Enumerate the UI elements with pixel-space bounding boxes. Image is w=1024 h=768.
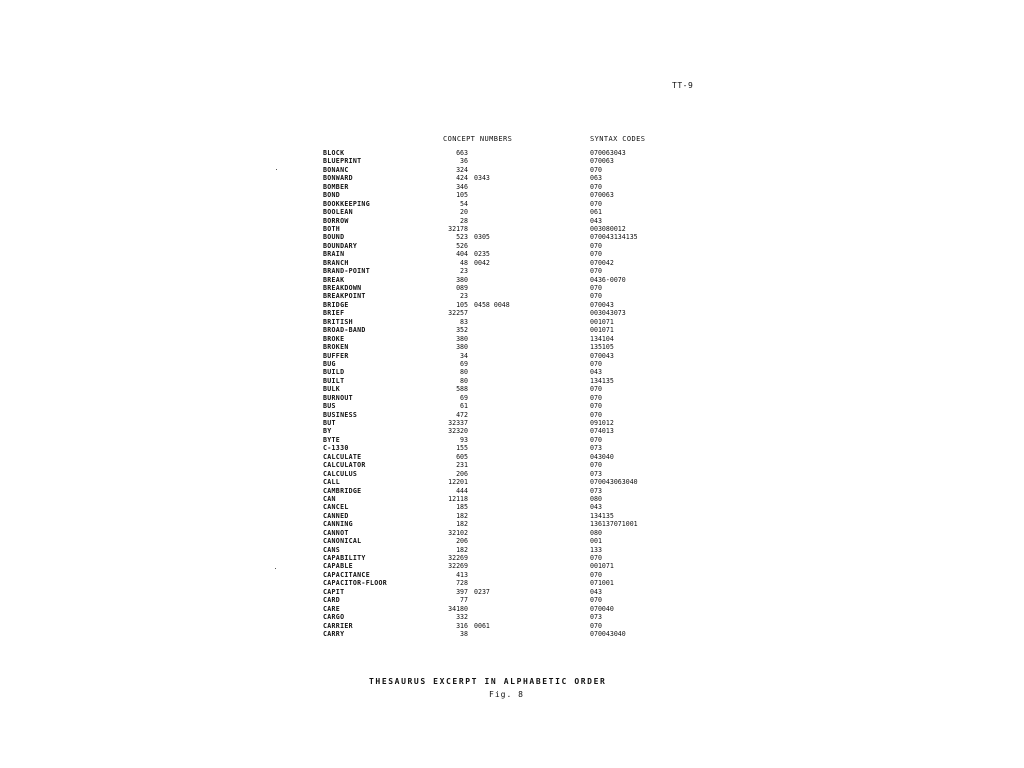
syntax-code: 071001 — [590, 579, 614, 588]
concept-number: 28 — [460, 216, 468, 225]
thesaurus-word: BUT — [323, 419, 336, 427]
concept-number: 231 — [456, 461, 468, 470]
table-row — [0, 571, 1024, 579]
table-row — [0, 554, 1024, 562]
thesaurus-word: BRANCH — [323, 258, 349, 267]
table-row — [0, 427, 1024, 435]
syntax-code: 134135 — [590, 511, 614, 520]
thesaurus-word: CANNED — [323, 511, 349, 520]
concept-number: 34 — [460, 351, 468, 360]
table-row — [0, 276, 1024, 284]
secondary-concept-number: 0061 — [474, 621, 490, 630]
thesaurus-word: CALCULUS — [323, 469, 358, 478]
syntax-code: 070042 — [590, 258, 614, 267]
table-row — [0, 326, 1024, 334]
thesaurus-word: CARRY — [323, 629, 345, 638]
table-row — [0, 191, 1024, 199]
syntax-code: 003080012 — [590, 224, 626, 233]
table-row — [0, 242, 1024, 250]
table-row — [0, 284, 1024, 292]
syntax-code: 070 — [590, 284, 602, 292]
syntax-code: 001071 — [590, 317, 614, 326]
concept-number: 48 — [460, 258, 468, 267]
syntax-code: 134135 — [590, 376, 614, 385]
table-row — [0, 436, 1024, 444]
table-row — [0, 166, 1024, 174]
table-row — [0, 487, 1024, 495]
syntax-code: 070 — [590, 385, 602, 394]
thesaurus-word: BOUNDARY — [323, 241, 358, 250]
table-row — [0, 622, 1024, 630]
concept-number: 105 — [456, 191, 468, 200]
table-row — [0, 292, 1024, 300]
concept-number: 588 — [456, 385, 468, 394]
thesaurus-word: BOMBER — [323, 182, 349, 191]
table-row — [0, 630, 1024, 638]
table-row — [0, 562, 1024, 570]
syntax-code: 070063 — [590, 157, 614, 166]
scan-speck — [275, 568, 276, 569]
table-row — [0, 360, 1024, 368]
table-row — [0, 470, 1024, 478]
concept-number: 185 — [456, 503, 468, 512]
table-row — [0, 149, 1024, 157]
syntax-code: 073 — [590, 486, 602, 495]
table-row — [0, 200, 1024, 208]
syntax-code: 133 — [590, 545, 602, 554]
syntax-code: 070043040 — [590, 629, 626, 638]
syntax-code: 073 — [590, 444, 602, 453]
table-row — [0, 402, 1024, 410]
syntax-code: 091012 — [590, 419, 614, 427]
concept-number: 80 — [460, 376, 468, 385]
table-row — [0, 461, 1024, 469]
concept-number: 663 — [456, 149, 468, 157]
syntax-code: 061 — [590, 208, 602, 217]
thesaurus-word: BROKEN — [323, 343, 349, 352]
concept-number: 61 — [460, 402, 468, 411]
concept-number: 105 — [456, 300, 468, 309]
concept-number: 32269 — [448, 562, 468, 571]
table-row — [0, 613, 1024, 621]
thesaurus-word: BONWARD — [323, 174, 353, 183]
table-row — [0, 605, 1024, 613]
syntax-code: 070 — [590, 402, 602, 411]
concept-number: 69 — [460, 393, 468, 402]
thesaurus-word: CALL — [323, 478, 341, 487]
concept-number: 472 — [456, 410, 468, 419]
table-row — [0, 444, 1024, 452]
syntax-code: 070 — [590, 267, 602, 276]
concept-number: 728 — [456, 579, 468, 588]
syntax-codes-header: SYNTAX CODES — [590, 135, 646, 143]
syntax-code: 043 — [590, 587, 602, 596]
concept-number: 206 — [456, 537, 468, 546]
concept-number: 93 — [460, 435, 468, 444]
concept-number: 23 — [460, 267, 468, 276]
thesaurus-word: BRITISH — [323, 317, 353, 326]
syntax-code: 070040 — [590, 604, 614, 613]
table-row — [0, 512, 1024, 520]
syntax-code: 070063043 — [590, 149, 626, 157]
thesaurus-word: BUS — [323, 402, 336, 411]
thesaurus-word: CARRIER — [323, 621, 353, 630]
secondary-concept-number: 0343 — [474, 174, 490, 183]
table-row — [0, 301, 1024, 309]
concept-number: 34180 — [448, 604, 468, 613]
concept-numbers-header: CONCEPT NUMBERS — [443, 135, 513, 143]
secondary-concept-number: 0305 — [474, 233, 490, 242]
syntax-code: 080 — [590, 528, 602, 537]
thesaurus-word: BRAND-POINT — [323, 267, 370, 276]
table-row — [0, 368, 1024, 376]
syntax-code: 073 — [590, 469, 602, 478]
thesaurus-table — [0, 149, 1024, 638]
syntax-code: 135105 — [590, 343, 614, 352]
thesaurus-word: BOOLEAN — [323, 208, 353, 217]
thesaurus-word: BROAD-BAND — [323, 326, 366, 335]
syntax-code: 070 — [590, 292, 602, 301]
concept-number: 69 — [460, 359, 468, 368]
syntax-code: 070 — [590, 554, 602, 562]
concept-number: 526 — [456, 241, 468, 250]
concept-number: 182 — [456, 545, 468, 554]
concept-number: 32269 — [448, 554, 468, 562]
thesaurus-word: BUILD — [323, 368, 345, 377]
thesaurus-word: BONANC — [323, 165, 349, 174]
thesaurus-word: BRAIN — [323, 250, 345, 259]
syntax-code: 070063 — [590, 191, 614, 200]
concept-number: 380 — [456, 334, 468, 343]
syntax-code: 070043 — [590, 351, 614, 360]
table-row — [0, 233, 1024, 241]
concept-number: 404 — [456, 250, 468, 259]
concept-number: 32337 — [448, 419, 468, 427]
concept-number: 380 — [456, 275, 468, 284]
secondary-concept-number: 0237 — [474, 587, 490, 596]
syntax-code: 070043134135 — [590, 233, 638, 242]
thesaurus-word: BUSINESS — [323, 410, 358, 419]
thesaurus-word: BLUEPRINT — [323, 157, 362, 166]
syntax-code: 070 — [590, 461, 602, 470]
thesaurus-word: BULK — [323, 385, 341, 394]
thesaurus-word: CARGO — [323, 613, 345, 622]
thesaurus-word: BRIEF — [323, 309, 345, 318]
thesaurus-word: CARD — [323, 596, 341, 605]
concept-number: 332 — [456, 613, 468, 622]
thesaurus-word: BORROW — [323, 216, 349, 225]
table-row — [0, 250, 1024, 258]
table-row — [0, 596, 1024, 604]
syntax-code: 043040 — [590, 452, 614, 461]
thesaurus-word: BOUND — [323, 233, 345, 242]
thesaurus-word: CALCULATOR — [323, 461, 366, 470]
thesaurus-word: CANCEL — [323, 503, 349, 512]
table-row — [0, 411, 1024, 419]
concept-number: 32320 — [448, 427, 468, 436]
table-row — [0, 318, 1024, 326]
table-row — [0, 478, 1024, 486]
concept-number: 413 — [456, 570, 468, 579]
concept-number: 54 — [460, 199, 468, 208]
concept-number: 32102 — [448, 528, 468, 537]
table-row — [0, 377, 1024, 385]
concept-number: 523 — [456, 233, 468, 242]
figure-label: Fig. 8 — [489, 690, 524, 699]
concept-number: 346 — [456, 182, 468, 191]
concept-number: 20 — [460, 208, 468, 217]
table-row — [0, 579, 1024, 587]
thesaurus-word: CAPIT — [323, 587, 345, 596]
page-number: TT-9 — [672, 81, 694, 90]
syntax-code: 070 — [590, 435, 602, 444]
syntax-code: 043 — [590, 503, 602, 512]
syntax-code: 001071 — [590, 326, 614, 335]
syntax-code: 070043 — [590, 300, 614, 309]
syntax-code: 070 — [590, 570, 602, 579]
thesaurus-word: BUG — [323, 359, 336, 368]
thesaurus-word: C-1330 — [323, 444, 349, 453]
table-row — [0, 183, 1024, 191]
syntax-code: 070 — [590, 250, 602, 259]
thesaurus-word: CANNING — [323, 520, 353, 529]
thesaurus-word: CAPACITANCE — [323, 570, 370, 579]
concept-number: 182 — [456, 511, 468, 520]
concept-number: 424 — [456, 174, 468, 183]
table-row — [0, 174, 1024, 182]
thesaurus-word: BYTE — [323, 435, 341, 444]
syntax-code: 070 — [590, 241, 602, 250]
table-row — [0, 537, 1024, 545]
syntax-code: 070 — [590, 182, 602, 191]
thesaurus-word: BY — [323, 427, 332, 436]
thesaurus-word: BLOCK — [323, 149, 345, 157]
concept-number: 77 — [460, 596, 468, 605]
table-row — [0, 217, 1024, 225]
syntax-code: 070 — [590, 393, 602, 402]
table-row — [0, 157, 1024, 165]
thesaurus-word: CANNOT — [323, 528, 349, 537]
syntax-code: 070 — [590, 359, 602, 368]
syntax-code: 070 — [590, 621, 602, 630]
table-row — [0, 503, 1024, 511]
syntax-code: 0436-0070 — [590, 275, 626, 284]
concept-number: 80 — [460, 368, 468, 377]
thesaurus-word: BRIDGE — [323, 300, 349, 309]
figure-caption: THESAURUS EXCERPT IN ALPHABETIC ORDER — [369, 677, 607, 686]
table-row — [0, 343, 1024, 351]
concept-number: 397 — [456, 587, 468, 596]
secondary-concept-number: 0042 — [474, 258, 490, 267]
thesaurus-word: CAN — [323, 494, 336, 503]
table-row — [0, 588, 1024, 596]
table-row — [0, 267, 1024, 275]
table-row — [0, 259, 1024, 267]
thesaurus-word: BOND — [323, 191, 341, 200]
syntax-code: 070043063040 — [590, 478, 638, 487]
concept-number: 206 — [456, 469, 468, 478]
table-row — [0, 546, 1024, 554]
thesaurus-word: BUILT — [323, 376, 345, 385]
syntax-code: 073 — [590, 613, 602, 622]
syntax-code: 074013 — [590, 427, 614, 436]
syntax-code: 001 — [590, 537, 602, 546]
thesaurus-word: BREAKDOWN — [323, 284, 362, 292]
table-row — [0, 529, 1024, 537]
secondary-concept-number: 0458 0048 — [474, 300, 510, 309]
syntax-code: 134104 — [590, 334, 614, 343]
thesaurus-word: BURNOUT — [323, 393, 353, 402]
concept-number: 605 — [456, 452, 468, 461]
secondary-concept-number: 0235 — [474, 250, 490, 259]
table-row — [0, 495, 1024, 503]
syntax-code: 070 — [590, 199, 602, 208]
concept-number: 444 — [456, 486, 468, 495]
scan-speck — [276, 169, 277, 170]
thesaurus-word: BOOKKEEPING — [323, 199, 370, 208]
concept-number: 380 — [456, 343, 468, 352]
concept-number: 352 — [456, 326, 468, 335]
concept-number: 83 — [460, 317, 468, 326]
thesaurus-word: CAPACITOR-FLOOR — [323, 579, 388, 588]
thesaurus-word: BOTH — [323, 224, 341, 233]
thesaurus-word: CANONICAL — [323, 537, 362, 546]
table-row — [0, 520, 1024, 528]
thesaurus-word: CARE — [323, 604, 341, 613]
syntax-code: 070 — [590, 410, 602, 419]
syntax-code: 003043073 — [590, 309, 626, 318]
table-row — [0, 335, 1024, 343]
table-row — [0, 352, 1024, 360]
thesaurus-word: BREAKPOINT — [323, 292, 366, 301]
concept-number: 155 — [456, 444, 468, 453]
concept-number: 12118 — [448, 494, 468, 503]
syntax-code: 001071 — [590, 562, 614, 571]
syntax-code: 080 — [590, 494, 602, 503]
concept-number: 324 — [456, 165, 468, 174]
thesaurus-word: CAPABILITY — [323, 554, 366, 562]
concept-number: 182 — [456, 520, 468, 529]
concept-number: 32257 — [448, 309, 468, 318]
concept-number: 38 — [460, 629, 468, 638]
table-row — [0, 385, 1024, 393]
thesaurus-word: BUFFER — [323, 351, 349, 360]
table-row — [0, 394, 1024, 402]
thesaurus-word: CAMBRIDGE — [323, 486, 362, 495]
syntax-code: 070 — [590, 596, 602, 605]
syntax-code: 136137071001 — [590, 520, 638, 529]
concept-number: 23 — [460, 292, 468, 301]
table-row — [0, 453, 1024, 461]
concept-number: 089 — [456, 284, 468, 292]
table-row — [0, 419, 1024, 427]
thesaurus-word: BREAK — [323, 275, 345, 284]
thesaurus-word: CANS — [323, 545, 341, 554]
syntax-code: 063 — [590, 174, 602, 183]
thesaurus-word: CAPABLE — [323, 562, 353, 571]
table-row — [0, 309, 1024, 317]
concept-number: 316 — [456, 621, 468, 630]
concept-number: 12201 — [448, 478, 468, 487]
syntax-code: 070 — [590, 165, 602, 174]
concept-number: 32178 — [448, 224, 468, 233]
table-row — [0, 225, 1024, 233]
thesaurus-word: BROKE — [323, 334, 345, 343]
syntax-code: 043 — [590, 368, 602, 377]
syntax-code: 043 — [590, 216, 602, 225]
concept-number: 36 — [460, 157, 468, 166]
thesaurus-word: CALCULATE — [323, 452, 362, 461]
table-row — [0, 208, 1024, 216]
